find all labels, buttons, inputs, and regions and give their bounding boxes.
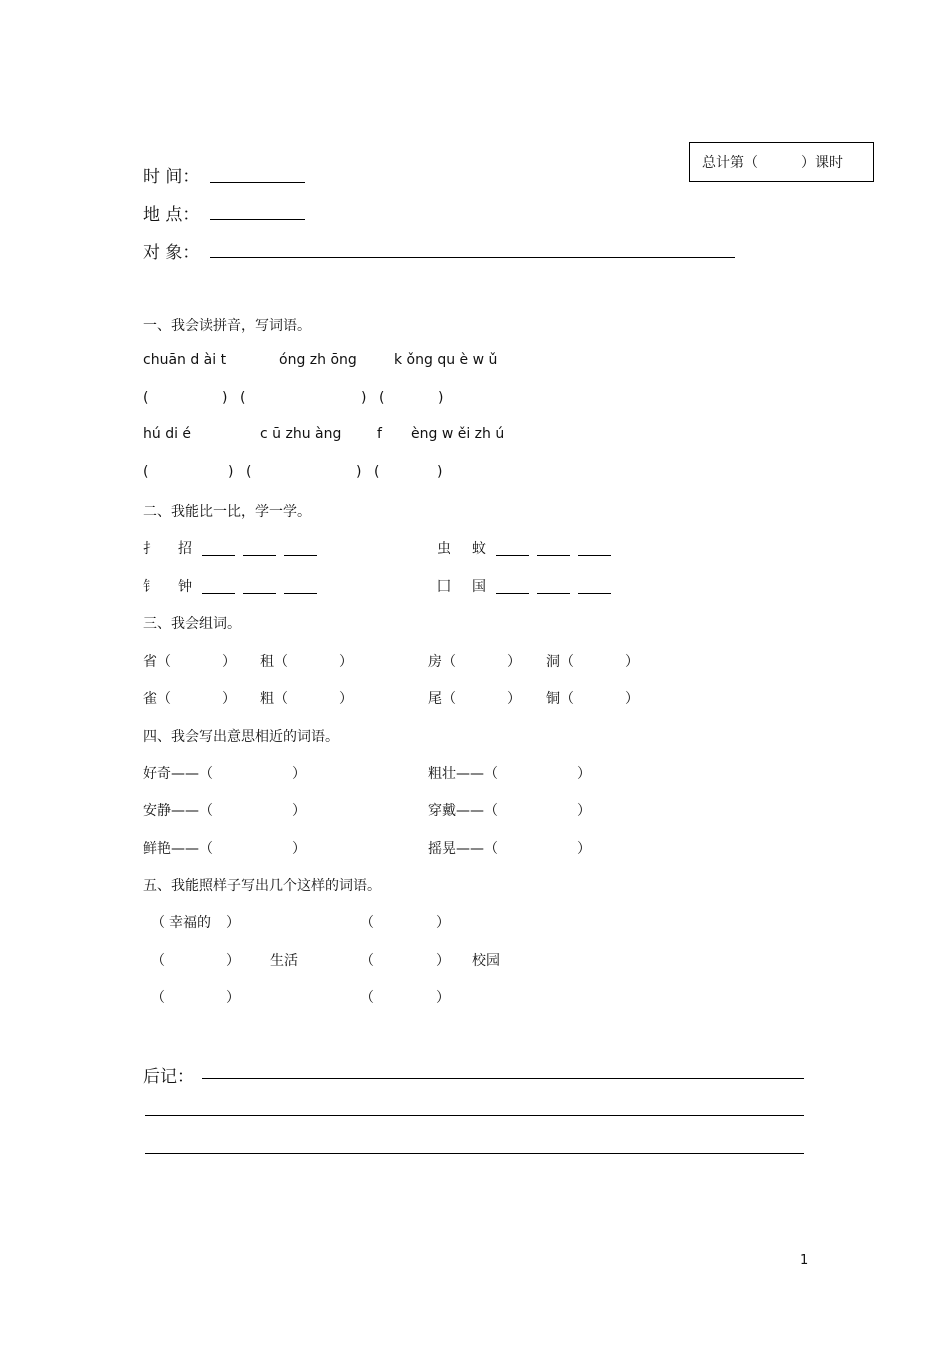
place-field-line[interactable]: [210, 219, 305, 220]
radical-char: 钅: [143, 579, 157, 595]
example-char: 蚊: [472, 541, 486, 557]
paren-close: ）: [339, 691, 353, 707]
paren-close: ）: [339, 654, 353, 670]
synonym-item: 穿戴——（: [428, 803, 498, 819]
noun-word: 校园: [472, 953, 500, 969]
pinyin-item: c ū zhu àng: [260, 426, 342, 442]
paren-close: ): [438, 390, 444, 406]
example-word: 幸福的: [169, 915, 211, 931]
paren-open: (: [143, 464, 149, 480]
paren-open: (: [240, 390, 246, 406]
paren-close: ): [222, 390, 228, 406]
paren-open: （: [151, 990, 165, 1006]
write-blanks[interactable]: [496, 579, 619, 598]
paren-close: ): [228, 464, 234, 480]
paren-open: (: [374, 464, 380, 480]
section-3-title: 三、我会组词。: [143, 616, 241, 632]
synonym-item: 好奇——（: [143, 766, 213, 782]
paren-close: ): [437, 464, 443, 480]
paren-close: ）: [292, 766, 306, 782]
lesson-count-prefix: 总计第（: [702, 155, 758, 171]
pinyin-item: óng zh ōng: [279, 352, 357, 368]
paren-close: ): [361, 390, 367, 406]
time-label: 时 间：: [143, 167, 200, 187]
paren-close: ）: [577, 766, 591, 782]
example-char: 招: [178, 541, 192, 557]
word-item: 尾（: [428, 691, 456, 707]
word-item: 租（: [260, 654, 288, 670]
paren-close: ）: [625, 654, 639, 670]
radical-char: 扌: [143, 541, 157, 557]
synonym-item: 粗壮——（: [428, 766, 498, 782]
word-item: 省（: [143, 654, 171, 670]
section-4-title: 四、我会写出意思相近的词语。: [143, 729, 339, 745]
paren-open: (: [143, 390, 149, 406]
paren-close: ）: [292, 803, 306, 819]
paren-open: （: [360, 915, 374, 931]
example-char: 钟: [178, 579, 192, 595]
paren-open: （: [151, 953, 165, 969]
paren-close: ）: [577, 803, 591, 819]
word-item: 铜（: [546, 691, 574, 707]
word-item: 房（: [428, 654, 456, 670]
page-number: 1: [800, 1253, 809, 1268]
paren-close: ）: [507, 654, 521, 670]
word-item: 洞（: [546, 654, 574, 670]
object-field-line[interactable]: [210, 257, 735, 258]
word-item: 雀（: [143, 691, 171, 707]
paren-close: ）: [436, 915, 450, 931]
pinyin-item: chuān d ài t: [143, 352, 227, 368]
paren-close: ）: [226, 990, 240, 1006]
lesson-count-suffix: ）课时: [801, 155, 843, 171]
paren-open: （: [360, 990, 374, 1006]
radical-char: 囗: [437, 579, 451, 595]
paren-close: ）: [222, 654, 236, 670]
paren-close: ）: [577, 841, 591, 857]
paren-close: ）: [625, 691, 639, 707]
paren-close: ）: [222, 691, 236, 707]
pinyin-item: èng w ěi zh ú: [411, 426, 505, 442]
postscript-label: 后记：: [143, 1067, 194, 1087]
paren-close: ）: [292, 841, 306, 857]
object-label: 对 象：: [143, 243, 200, 263]
pinyin-item: hú di é: [143, 426, 192, 442]
write-blanks[interactable]: [202, 541, 325, 560]
paren-close: ）: [436, 953, 450, 969]
paren-close: ）: [507, 691, 521, 707]
paren-close: ): [356, 464, 362, 480]
postscript-line[interactable]: [145, 1115, 804, 1116]
noun-word: 生活: [270, 953, 298, 969]
paren-close: ）: [226, 953, 240, 969]
word-item: 粗（: [260, 691, 288, 707]
time-field-line[interactable]: [210, 182, 305, 183]
paren-open: （: [360, 953, 374, 969]
section-5-title: 五、我能照样子写出几个这样的词语。: [143, 878, 381, 894]
paren-open: (: [379, 390, 385, 406]
write-blanks[interactable]: [202, 579, 325, 598]
paren-close: ）: [436, 990, 450, 1006]
synonym-item: 鲜艳——（: [143, 841, 213, 857]
synonym-item: 安静——（: [143, 803, 213, 819]
section-1-title: 一、我会读拼音，写词语。: [143, 318, 311, 334]
example-char: 国: [472, 579, 486, 595]
lesson-count-box: [689, 142, 874, 182]
section-2-title: 二、我能比一比，学一学。: [143, 504, 311, 520]
pinyin-item: k ǒng qu è w ǔ: [394, 352, 498, 368]
radical-char: 虫: [437, 541, 451, 557]
postscript-line[interactable]: [145, 1153, 804, 1154]
synonym-item: 摇晃——（: [428, 841, 498, 857]
paren-open: (: [246, 464, 252, 480]
write-blanks[interactable]: [496, 541, 619, 560]
pinyin-item: f: [377, 426, 382, 442]
postscript-line[interactable]: [202, 1078, 804, 1079]
place-label: 地 点：: [143, 205, 200, 225]
paren-open: （: [151, 915, 165, 931]
paren-close: ）: [226, 915, 240, 931]
